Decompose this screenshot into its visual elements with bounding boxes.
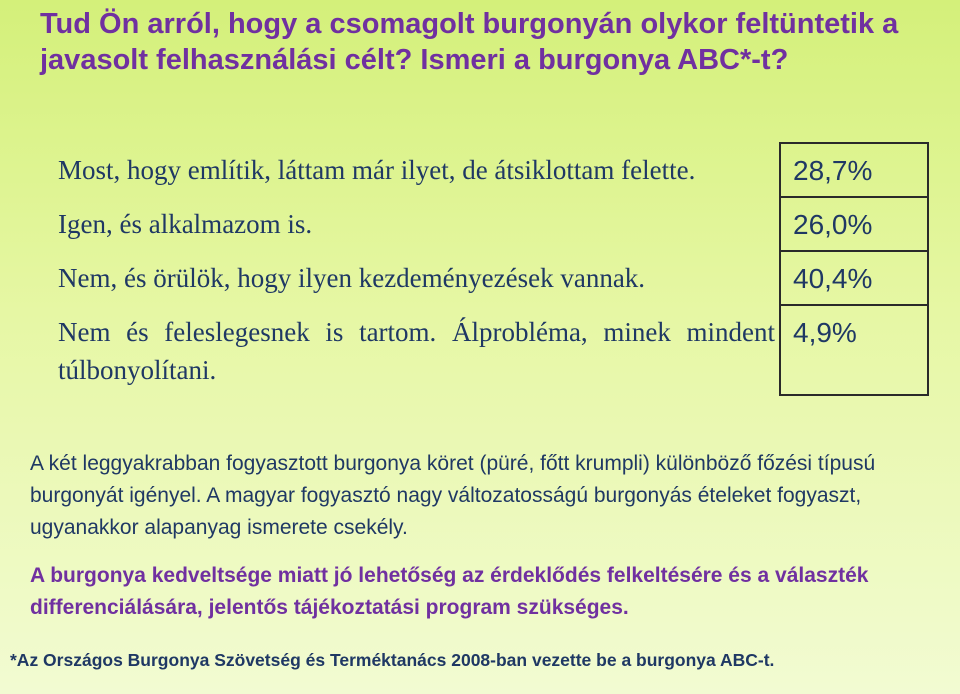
table-row: [40, 251, 928, 305]
answer-text: Nem és feleslegesnek is tartom. Álprobléma, minek mindent túlbonyolítani.: [58, 317, 775, 385]
answer-percent: 28,7%: [780, 143, 928, 197]
answer-percent: 26,0%: [780, 197, 928, 251]
answer-table: [40, 142, 929, 396]
question-title: Tud Ön arról, hogy a csomagolt burgonyán olykor feltüntetik a javasolt felhasználási célt? Ismeri a burgonya ABC*-t?: [40, 8, 899, 76]
table-row: [40, 305, 928, 395]
footnote: *Az Országos Burgonya Szövetség és Terméktanács 2008-ban vezette be a burgonya ABC-t.: [10, 650, 775, 670]
table-row: [40, 197, 928, 251]
table-row: [40, 143, 928, 197]
answer-percent: 40,4%: [780, 251, 928, 305]
info-paragraph: A két leggyakrabban fogyasztott burgonya köret (püré, főtt krumpli) különböző főzési típusú burgonyát igényel. A magyar fogyasztó nagy változatosságú burgonyás ételeket fogyaszt, ugyanakkor alapanyag ismerete csekély.: [30, 452, 876, 539]
answer-percent: 4,9%: [780, 305, 928, 395]
answer-text: Nem, és örülök, hogy ilyen kezdeményezések vannak.: [58, 263, 646, 293]
conclusion-paragraph: A burgonya kedveltsége miatt jó lehetőség az érdeklődés felkeltésére és a választék differenciálására, jelentős tájékoztatási program szükséges.: [30, 564, 869, 619]
answer-text: Most, hogy említik, láttam már ilyet, de átsiklottam felette.: [58, 155, 696, 185]
answer-text: Igen, és alkalmazom is.: [58, 209, 313, 239]
